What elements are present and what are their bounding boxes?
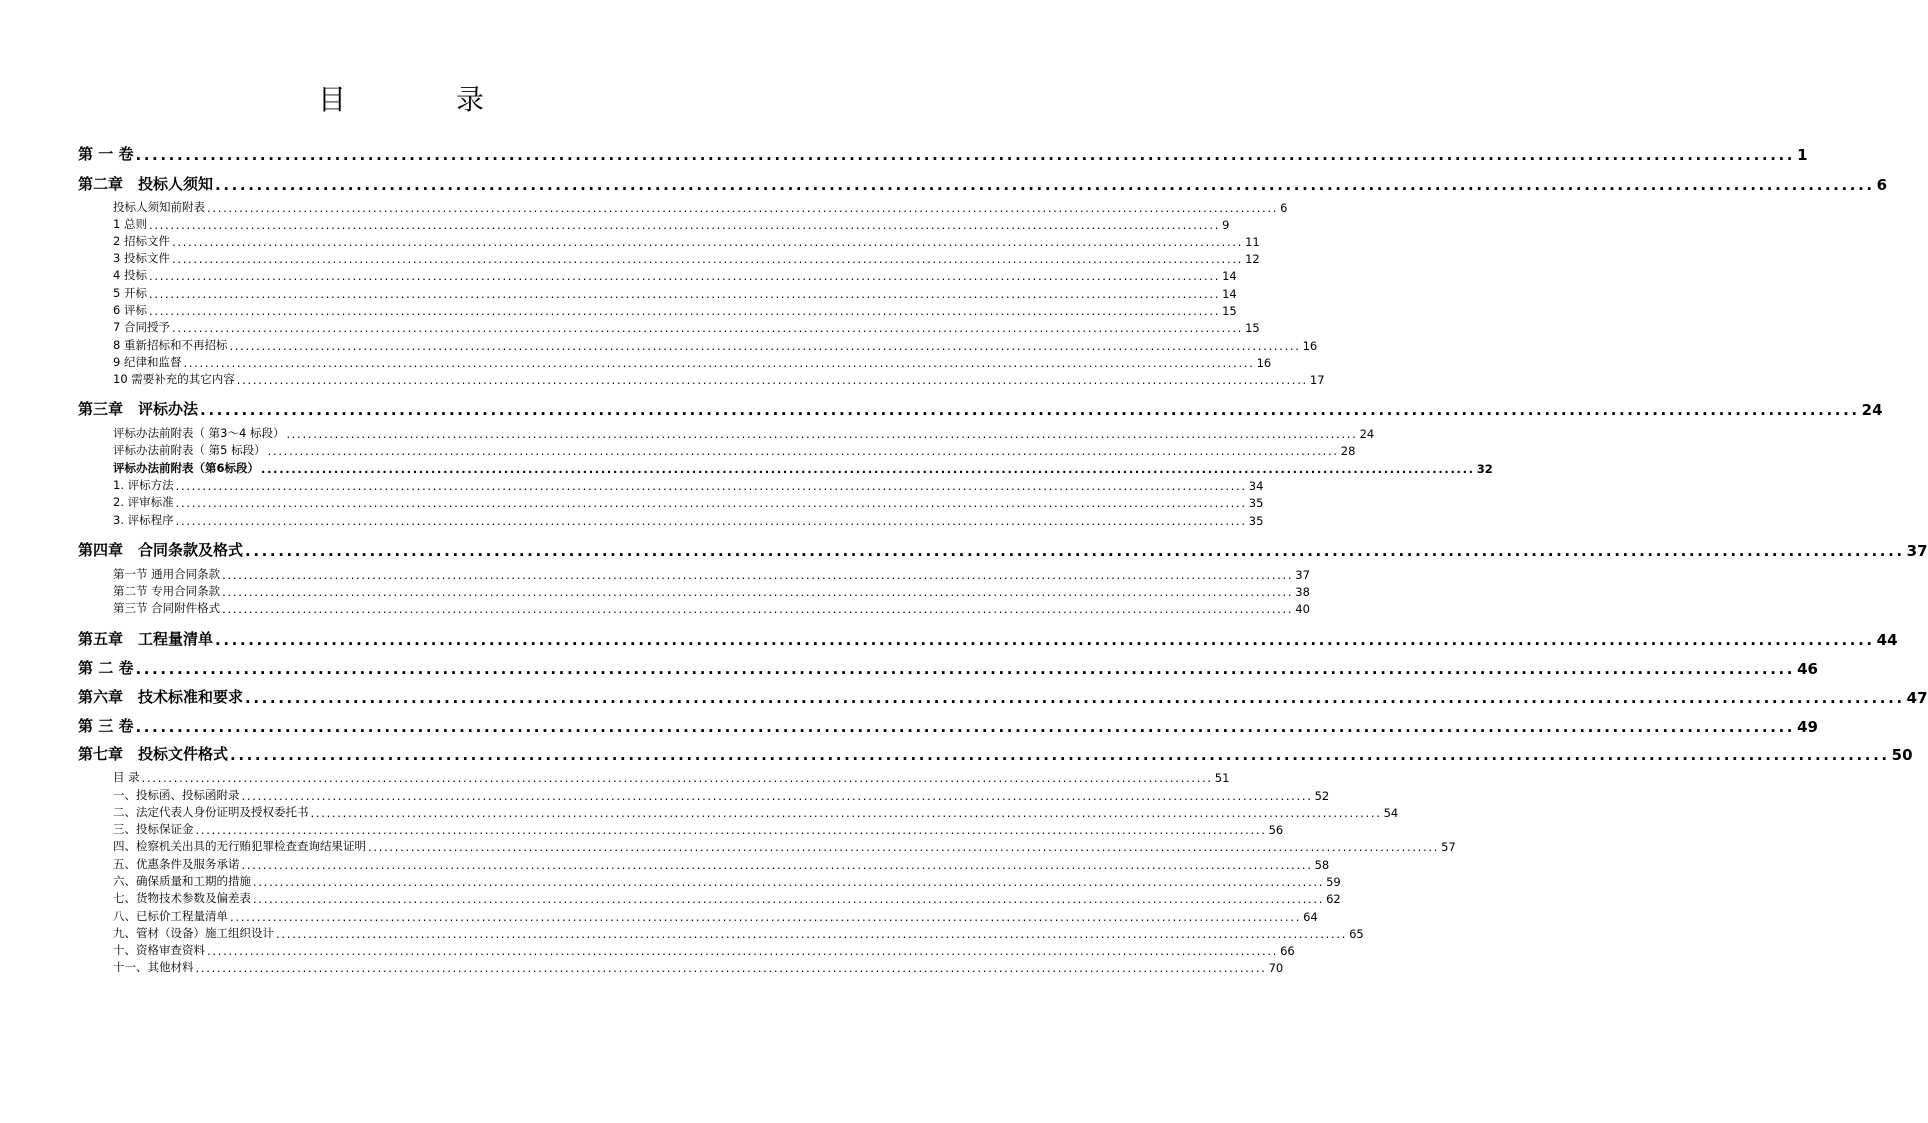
toc-page-number: 65 xyxy=(1349,927,1364,941)
toc-page-number: 66 xyxy=(1280,944,1295,958)
toc-section-entry[interactable] xyxy=(113,787,1330,803)
toc-entry-label: 第 二 卷 xyxy=(78,659,134,677)
toc-dot-leader: ........................................................................................................................................................................................................ xyxy=(135,146,1796,164)
toc-entry-label: 第六章 技术标准和要求 xyxy=(78,688,244,706)
toc-entry-label: 2 招标文件 xyxy=(113,234,170,248)
toc-entry-label: 第 三 卷 xyxy=(78,717,134,735)
toc-entry-label: 10 需要补充的其它内容 xyxy=(113,372,235,386)
toc-page-number: 57 xyxy=(1441,840,1456,854)
toc-section-entry[interactable] xyxy=(113,285,1237,301)
toc-page-number: 54 xyxy=(1383,806,1399,820)
toc-section-entry[interactable] xyxy=(113,838,1456,854)
toc-title-char-2: 录 xyxy=(455,83,484,116)
toc-entry-label: 八、已标价工程量清单 xyxy=(113,909,228,923)
toc-dot-leader: ........................................................................................................................................................................................................ xyxy=(171,235,1244,249)
toc-dot-leader: ........................................................................................................................................................................................................ xyxy=(229,339,1301,353)
toc-page-number: 35 xyxy=(1248,514,1264,528)
toc-dot-leader: ........................................................................................................................................................................................................ xyxy=(175,479,1247,493)
toc-chapter-entry[interactable] xyxy=(78,538,1928,560)
toc-entry-label: 7 合同授予 xyxy=(113,320,170,334)
toc-dot-leader: ........................................................................................................................................................................................................ xyxy=(310,806,1382,820)
toc-section-entry[interactable] xyxy=(113,908,1318,924)
toc-entry-label: 投标人须知前附表 xyxy=(113,200,205,214)
toc-dot-leader: ........................................................................................................................................................................................................ xyxy=(222,585,1294,599)
toc-dot-leader: ........................................................................................................................................................................................................ xyxy=(175,496,1247,510)
toc-entry-label: 1 总则 xyxy=(113,217,147,231)
toc-page-number: 15 xyxy=(1245,321,1260,335)
toc-section-entry[interactable] xyxy=(113,600,1310,616)
toc-entry-label: 2. 评审标准 xyxy=(113,495,174,509)
toc-section-entry[interactable] xyxy=(113,267,1237,283)
toc-dot-leader: ........................................................................................................................................................................................................ xyxy=(148,218,1221,232)
toc-entry-label: 十、资格审查资料 xyxy=(113,943,205,957)
toc-page-number: 6 xyxy=(1876,176,1888,194)
toc-page-number: 34 xyxy=(1248,479,1264,493)
toc-entry-label: 5 开标 xyxy=(113,286,147,300)
toc-title xyxy=(0,78,794,118)
toc-section-entry[interactable] xyxy=(113,302,1237,318)
toc-dot-leader: ........................................................................................................................................................................................................ xyxy=(230,746,1890,764)
toc-section-entry[interactable] xyxy=(113,425,1375,441)
toc-entry-label: 第二节 专用合同条款 xyxy=(113,584,221,598)
toc-dot-leader: ........................................................................................................................................................................................................ xyxy=(135,660,1796,678)
toc-entry-label: 九、管材（设备）施工组织设计 xyxy=(113,926,274,940)
toc-page-number: 40 xyxy=(1295,602,1310,616)
toc-entry-label: 评标办法前附表（ 第5 标段） xyxy=(113,443,266,457)
toc-dot-leader: ........................................................................................................................................................................................................ xyxy=(195,961,1267,975)
toc-page-number: 44 xyxy=(1876,631,1898,649)
toc-page-number: 38 xyxy=(1295,585,1310,599)
toc-chapter-entry[interactable] xyxy=(78,656,1818,678)
toc-section-entry[interactable] xyxy=(113,583,1310,599)
toc-dot-leader: ........................................................................................................................................................................................................ xyxy=(230,910,1302,924)
toc-section-entry[interactable] xyxy=(113,199,1288,215)
toc-entry-label: 二、法定代表人身份证明及授权委托书 xyxy=(113,805,309,819)
toc-dot-leader: ........................................................................................................................................................................................................ xyxy=(215,631,1875,649)
toc-page-number: 37 xyxy=(1295,568,1310,582)
toc-section-entry[interactable] xyxy=(113,319,1260,335)
toc-page-number: 16 xyxy=(1302,339,1318,353)
toc-entry-label: 第三章 评标办法 xyxy=(78,400,199,418)
toc-section-entry[interactable] xyxy=(113,890,1341,906)
toc-dot-leader: ........................................................................................................................................................................................................ xyxy=(267,444,1339,458)
toc-dot-leader: ........................................................................................................................................................................................................ xyxy=(286,427,1358,441)
toc-chapter-entry[interactable] xyxy=(78,627,1898,649)
toc-page-number: 47 xyxy=(1906,689,1928,707)
toc-entry-label: 第二章 投标人须知 xyxy=(78,175,214,193)
toc-page-number: 16 xyxy=(1256,356,1272,370)
toc-section-entry[interactable] xyxy=(113,821,1284,837)
toc-page-number: 6 xyxy=(1280,201,1288,215)
toc-dot-leader: ........................................................................................................................................................................................................ xyxy=(175,514,1247,528)
toc-dot-leader: ........................................................................................................................................................................................................ xyxy=(245,542,1905,560)
toc-dot-leader: ........................................................................................................................................................................................................ xyxy=(183,356,1255,370)
toc-page-number: 49 xyxy=(1797,718,1818,736)
toc-page-number: 51 xyxy=(1214,771,1230,785)
toc-dot-leader: ........................................................................................................................................................................................................ xyxy=(222,568,1294,582)
toc-dot-leader: ........................................................................................................................................................................................................ xyxy=(215,176,1875,194)
toc-page-number: 11 xyxy=(1245,235,1260,249)
toc-dot-leader: ........................................................................................................................................................................................................ xyxy=(200,401,1860,419)
toc-page-number: 24 xyxy=(1359,427,1375,441)
toc-page-number: 14 xyxy=(1222,269,1237,283)
toc-dot-leader: ........................................................................................................................................................................................................ xyxy=(148,287,1221,301)
toc-section-entry[interactable] xyxy=(113,442,1356,458)
toc-section-entry[interactable] xyxy=(113,804,1399,820)
toc-entry-label: 1. 评标方法 xyxy=(113,478,174,492)
toc-entry-label: 4 投标 xyxy=(113,268,147,282)
toc-page-number: 70 xyxy=(1268,961,1284,975)
toc-entry-label: 3. 评标程序 xyxy=(113,513,174,527)
toc-dot-leader: ........................................................................................................................................................................................................ xyxy=(245,689,1905,707)
toc-section-entry[interactable] xyxy=(113,512,1264,528)
toc-page-number: 50 xyxy=(1891,746,1913,764)
toc-page-number: 24 xyxy=(1861,401,1883,419)
toc-section-entry[interactable] xyxy=(113,873,1341,889)
toc-dot-leader: ........................................................................................................................................................................................................ xyxy=(171,252,1244,266)
toc-entry-label: 一、投标函、投标函附录 xyxy=(113,788,240,802)
toc-dot-leader: ........................................................................................................................................................................................................ xyxy=(222,602,1294,616)
toc-dot-leader: ........................................................................................................................................................................................................ xyxy=(148,304,1221,318)
toc-dot-leader: ........................................................................................................................................................................................................ xyxy=(253,875,1325,889)
toc-chapter-entry[interactable] xyxy=(78,714,1818,736)
toc-entry-label: 六、确保质量和工期的措施 xyxy=(113,874,251,888)
toc-entry-label: 3 投标文件 xyxy=(113,251,170,265)
toc-section-entry[interactable] xyxy=(113,233,1260,249)
toc-entry-label: 七、货物技术参数及偏差表 xyxy=(113,891,251,905)
toc-page-number: 1 xyxy=(1797,146,1808,164)
toc-dot-leader: ........................................................................................................................................................................................................ xyxy=(207,944,1279,958)
toc-section-entry[interactable] xyxy=(113,250,1260,266)
toc-dot-leader: ........................................................................................................................................................................................................ xyxy=(241,858,1313,872)
toc-dot-leader: ........................................................................................................................................................................................................ xyxy=(207,201,1279,215)
toc-page-number: 28 xyxy=(1340,444,1356,458)
toc-page-number: 52 xyxy=(1314,789,1330,803)
toc-chapter-entry[interactable] xyxy=(78,142,1808,164)
toc-entry-label: 评标办法前附表（第6标段） xyxy=(113,461,260,475)
toc-entry-label: 9 纪律和监督 xyxy=(113,355,182,369)
toc-entry-label: 8 重新招标和不再招标 xyxy=(113,338,228,352)
toc-entry-label: 第 一 卷 xyxy=(78,145,134,163)
toc-page-number: 17 xyxy=(1309,373,1325,387)
toc-dot-leader: ........................................................................................................................................................................................................ xyxy=(236,373,1308,387)
toc-page-number: 12 xyxy=(1245,252,1260,266)
toc-entry-label: 第四章 合同条款及格式 xyxy=(78,541,244,559)
toc-section-entry[interactable] xyxy=(113,769,1230,785)
toc-page-number: 32 xyxy=(1476,462,1493,476)
toc-chapter-entry[interactable] xyxy=(78,397,1883,419)
toc-dot-leader: ........................................................................................................................................................................................................ xyxy=(241,789,1313,803)
toc-section-entry[interactable] xyxy=(113,959,1284,975)
toc-title-char-1: 目 xyxy=(317,83,346,116)
toc-page-number: 64 xyxy=(1303,910,1318,924)
toc-entry-label: 三、投标保证金 xyxy=(113,822,194,836)
toc-section-entry[interactable] xyxy=(113,354,1272,370)
toc-entry-label: 目 录 xyxy=(113,770,140,784)
toc-section-entry[interactable] xyxy=(113,477,1264,493)
toc-section-entry[interactable] xyxy=(113,942,1295,958)
toc-dot-leader: ........................................................................................................................................................................................................ xyxy=(148,269,1221,283)
toc-page-number: 56 xyxy=(1268,823,1284,837)
toc-page-number: 62 xyxy=(1326,892,1341,906)
toc-entry-label: 6 评标 xyxy=(113,303,147,317)
toc-entry-label: 四、检察机关出具的无行贿犯罪检查查询结果证明 xyxy=(113,839,366,853)
toc-dot-leader: ........................................................................................................................................................................................................ xyxy=(276,927,1348,941)
toc-section-entry[interactable] xyxy=(113,566,1310,582)
toc-page-number: 58 xyxy=(1314,858,1330,872)
toc-dot-leader: ........................................................................................................................................................................................................ xyxy=(171,321,1244,335)
toc-entry-label: 十一、其他材料 xyxy=(113,960,194,974)
toc-dot-leader: ........................................................................................................................................................................................................ xyxy=(368,840,1440,854)
toc-page-number: 46 xyxy=(1797,660,1818,678)
toc-dot-leader: ........................................................................................................................................................................................................ xyxy=(141,771,1213,785)
toc-section-entry[interactable] xyxy=(113,337,1318,353)
toc-section-entry[interactable] xyxy=(113,494,1264,510)
toc-dot-leader: ........................................................................................................................................................................................................ xyxy=(261,462,1475,476)
toc-chapter-entry[interactable] xyxy=(78,742,1913,764)
toc-section-entry[interactable] xyxy=(113,371,1325,387)
toc-page-number: 14 xyxy=(1222,287,1237,301)
toc-dot-leader: ........................................................................................................................................................................................................ xyxy=(135,718,1796,736)
toc-chapter-entry[interactable] xyxy=(78,172,1888,194)
toc-entry-label: 第一节 通用合同条款 xyxy=(113,567,221,581)
toc-entry-label: 第七章 投标文件格式 xyxy=(78,745,229,763)
toc-chapter-entry[interactable] xyxy=(78,685,1928,707)
toc-page-number: 37 xyxy=(1906,542,1928,560)
toc-page-number: 35 xyxy=(1248,496,1264,510)
toc-entry-label: 五、优惠条件及服务承诺 xyxy=(113,857,240,871)
toc-section-entry[interactable] xyxy=(113,460,1493,476)
toc-section-entry[interactable] xyxy=(113,856,1330,872)
toc-section-entry[interactable] xyxy=(113,925,1364,941)
toc-page-number: 59 xyxy=(1326,875,1341,889)
toc-entry-label: 第五章 工程量清单 xyxy=(78,630,214,648)
toc-entry-label: 第三节 合同附件格式 xyxy=(113,601,221,615)
toc-dot-leader: ........................................................................................................................................................................................................ xyxy=(195,823,1267,837)
toc-page-number: 15 xyxy=(1222,304,1237,318)
toc-dot-leader: ........................................................................................................................................................................................................ xyxy=(253,892,1325,906)
toc-entry-label: 评标办法前附表（ 第3～4 标段） xyxy=(113,426,285,440)
toc-page-number: 9 xyxy=(1222,218,1230,232)
toc-section-entry[interactable] xyxy=(113,216,1230,232)
